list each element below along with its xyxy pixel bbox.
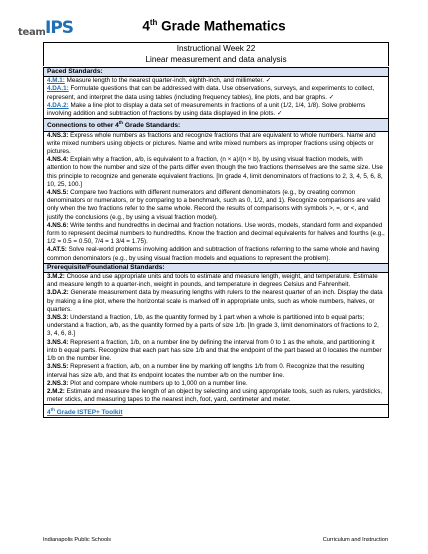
standard-item: 3.NS.3: Understand a fraction, 1/b, as the quantity formed by 1 part when a whole is partitioned into b equal parts; understand a fraction, a/b, as the quantity formed by a parts of size 1/b. [In grade 3, limit denominators of fractions to 2, 3, 4, 6, 8.] bbox=[47, 314, 379, 338]
standard-item: 3.DA.2: Generate measurement data by measuring lengths with rulers to the nearest quarter of an inch. Display the data by making a line plot, where the horizontal scale is marked off in appropriate units, such as whole numbers, halves, or quarters. bbox=[47, 289, 383, 313]
footer-left: Indianapolis Public Schools bbox=[43, 537, 112, 543]
standard-item: 4.M.1: Measure length to the nearest quarter-inch, eighth-inch, and millimeter. ✓ bbox=[47, 77, 272, 85]
standard-link[interactable]: 4.M.1: bbox=[47, 77, 65, 85]
standards-table bbox=[43, 67, 389, 418]
standard-item: 4.NS.4: Explain why a fraction, a/b, is equivalent to a fraction, (n × a)/(n × b), by using visual fraction models, with attention to how the number and size of the parts differ even though the two fractions themselves are the same size. Use this principle to recognize and generate equivalent fractions. [In grade 4, limit denominators of fractions to 2, 3, 4, 5, 6, 8, 10, 25, 100.] bbox=[47, 156, 383, 188]
footer-right: Curriculum and Instruction bbox=[322, 537, 388, 543]
standard-item: 4.NS.6: Write tenths and hundredths in decimal and fraction notations. Use words, models, standard form and expanded form to represent decimal numbers to hundredths. Know the fraction and decimal equivalents for halves and fourths (e.g., 1/2 = 0.5 = 0.50, 7/4 = 1 3/4 = 1.75). bbox=[47, 221, 385, 246]
standard-item: 3.NS.5: Represent a fraction, a/b, on a number line by marking off lengths 1/b from 0. Recognize that the resulting interval has size a/b, and that its endpoint locates the number a/b on the number line. bbox=[47, 363, 365, 379]
standard-item: 4.NS.3: Express whole numbers as fractions and recognize fractions that are equivalent to whole numbers. Name and write mixed numbers using objects or pictures. Name and write mixed numbers as improper fractions using objects or pictures. bbox=[47, 131, 376, 156]
prerequisite-heading: Prerequisite/Foundational Standards: bbox=[44, 263, 388, 273]
week-header bbox=[43, 42, 389, 66]
logo-team-text: team bbox=[18, 27, 46, 38]
topic-label: Linear measurement and data analysis bbox=[145, 54, 287, 64]
logo-ips-text: IPS bbox=[45, 18, 74, 38]
standard-item: 3.M.2: Choose and use appropriate units and tools to estimate and measure length, weight, and temperature. Estimate and measure length to a quarter-inch, weight in pounds, and temperature in degrees Celsius and Fahrenheit. bbox=[47, 273, 378, 289]
standard-item: 2.NS.3: Plot and compare whole numbers up to 1,000 on a number line. bbox=[47, 379, 248, 387]
standard-item: 4.DA.1: Formulate questions that can be addressed with data. Use observations, surveys, and experiments to collect, represent, and interpret the data using tables (including frequency tables), line plots, and bar graphs. ✓ bbox=[47, 85, 375, 101]
connections-heading: Connections to other 4th Grade Standards: bbox=[44, 118, 388, 131]
standard-item: 3.NS.4: Represent a fraction, 1/b, on a number line by defining the interval from 0 to 1 as the whole, and partitioning it into b equal parts. Recognize that each part has size 1/b and that the endpoint of the part based at 0 locates the number 1/b on the number line. bbox=[47, 338, 382, 363]
standard-item: 4.DA.2: Make a line plot to display a data set of measurements in fractions of a unit (1/2, 1/4, 1/8). Solve problems involving addition and subtraction of fractions by using data displayed in line plots. ✓ bbox=[47, 101, 366, 118]
istep-toolkit-link[interactable]: 4th Grade ISTEP+ Toolkit bbox=[44, 404, 388, 417]
standard-link[interactable]: 4.DA.2: bbox=[47, 101, 69, 109]
standard-link[interactable]: 4.DA.1: bbox=[47, 85, 69, 93]
page-title: 4th Grade Mathematics bbox=[142, 18, 286, 34]
week-label: Instructional Week 22 bbox=[176, 44, 256, 53]
paced-standards-heading: Paced Standards: bbox=[44, 68, 388, 77]
standard-item: 4.AT.5: Solve real-world problems involving addition and subtraction of fractions referring to the same whole and having common denominators (e.g., by using visual fraction models and equations to represent the problem). bbox=[47, 246, 380, 262]
standard-item: 4.NS.5: Compare two fractions with different numerators and different denominators (e.g., by creating common denominators or numerators, or by comparing to a benchmark, such as 0, 1/2, and 1). Recognize comparisons are valid only when the two fractions refer to the same whole. Record the results of comparisons with symbols >, =, or <, and justify the conclusions (e.g., by using a visual fraction model). bbox=[47, 189, 381, 221]
standard-item: 2.M.2: Estimate and measure the length of an object by selecting and using appropriate tools, such as rulers, yardsticks, meter sticks, and measuring tapes to the nearest inch, foot, yard, centimeter and meter. bbox=[47, 387, 382, 404]
